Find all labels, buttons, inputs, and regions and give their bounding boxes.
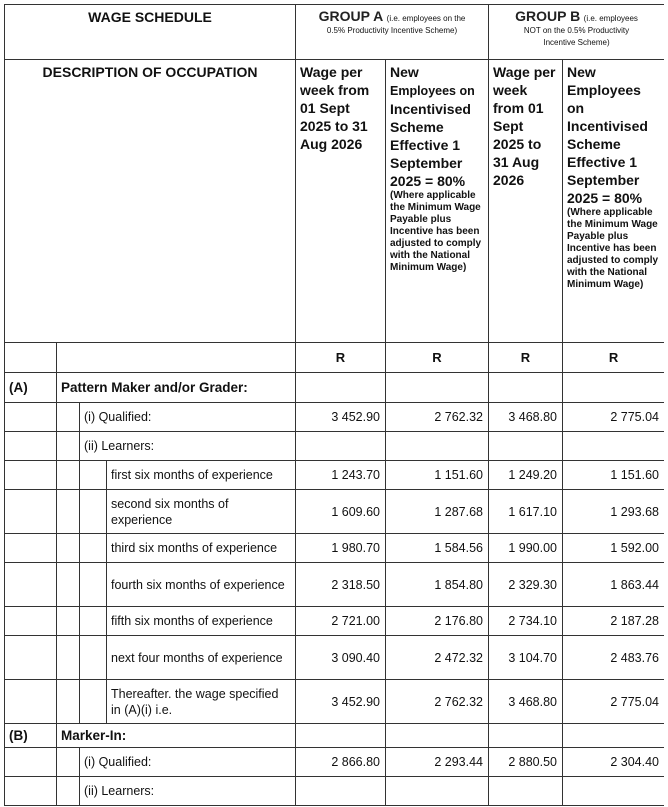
group-b-note-line3: Incentive Scheme) [543, 38, 610, 47]
row-label: first six months of experience [107, 461, 296, 490]
group-b-new-wage: 2 775.04 [563, 403, 665, 432]
group-a-note-line2: 0.5% Productivity Incentive Scheme) [326, 26, 458, 35]
blank-cell [489, 373, 563, 403]
group-b-new-wage: 1 863.44 [563, 563, 665, 607]
group-a-new-employees-column-heading [386, 60, 489, 343]
row-label: (i) Qualified: [80, 403, 296, 432]
group-b-wage: 1 617.10 [489, 490, 563, 534]
blank-cell [296, 373, 386, 403]
group-b-wage: 3 468.80 [489, 403, 563, 432]
group-b-wage: 1 249.20 [489, 461, 563, 490]
row-label: third six months of experience [107, 534, 296, 563]
table-row [5, 636, 665, 680]
group-b-wage: 1 990.00 [489, 534, 563, 563]
blank-cell [296, 724, 386, 748]
group-b-new-wage: 2 187.28 [563, 607, 665, 636]
blank-cell [5, 343, 57, 373]
row-label: fifth six months of experience [107, 607, 296, 636]
blank-cell [563, 724, 665, 748]
table-row [5, 403, 665, 432]
group-b-new-wage: 1 293.68 [563, 490, 665, 534]
currency-label: R [386, 343, 489, 373]
group-b-new-wage: 2 775.04 [563, 680, 665, 724]
group-b-wage: 2 880.50 [489, 748, 563, 777]
table-row [5, 607, 665, 636]
group-a-heading [296, 5, 489, 60]
group-b-wage: 2 734.10 [489, 607, 563, 636]
group-a-wage: 2 866.80 [296, 748, 386, 777]
group-a-new-main: Incentivised Scheme Effective 1 September 2025 = 80% [390, 101, 471, 189]
row-label: (ii) Learners: [80, 432, 296, 461]
row-label: second six months of experience [107, 490, 296, 534]
group-b-new-note: (Where applicable the Minimum Wage Payable plus Incentive has been adjusted to comply with the National Minimum Wage) [567, 207, 659, 290]
group-a-wage: 2 721.00 [296, 607, 386, 636]
group-a-new-wage: 1 151.60 [386, 461, 489, 490]
row-label: next four months of experience [107, 636, 296, 680]
group-a-wage-column-heading: Wage per week from 01 Sept 2025 to 31 Aug 2026 [296, 60, 386, 343]
group-a-new-wage: 1 287.68 [386, 490, 489, 534]
group-a-wage: 3 452.90 [296, 403, 386, 432]
currency-label: R [489, 343, 563, 373]
section-b-label: (B) [5, 724, 57, 748]
row-label: (i) Qualified: [80, 748, 296, 777]
wage-schedule-table [4, 4, 664, 806]
table-row [5, 534, 665, 563]
group-a-new-wage: 2 762.32 [386, 403, 489, 432]
group-b-heading [489, 5, 665, 60]
blank-cell [489, 724, 563, 748]
group-b-wage: 3 104.70 [489, 636, 563, 680]
row-label: (ii) Learners: [80, 777, 296, 806]
section-a-label: (A) [5, 373, 57, 403]
section-b-title: Marker-In: [57, 724, 296, 748]
currency-label: R [563, 343, 665, 373]
group-a-wage: 1 980.70 [296, 534, 386, 563]
group-b-wage-column-heading: Wage per week from 01 Sept 2025 to 31 Aug 2026 [489, 60, 563, 343]
group-b-new-main: New Employees on Incentivised Scheme Effective 1 September 2025 = 80% [567, 64, 648, 206]
group-b-name: GROUP B [515, 8, 581, 24]
row-label: Thereafter. the wage specified in (A)(i) i.e. [107, 680, 296, 724]
table-row [5, 748, 665, 777]
description-of-occupation-heading: DESCRIPTION OF OCCUPATION [5, 60, 296, 343]
group-b-wage: 2 329.30 [489, 563, 563, 607]
group-a-new-note: (Where applicable the Minimum Wage Payable plus Incentive has been adjusted to comply with the National Minimum Wage) [390, 190, 482, 273]
table-row [5, 490, 665, 534]
group-a-wage: 2 318.50 [296, 563, 386, 607]
group-a-note-line1: (i.e. employees on the [386, 14, 466, 23]
group-a-new-mid: Employees on [390, 84, 475, 98]
wage-schedule-document [4, 4, 664, 807]
group-a-wage: 3 090.40 [296, 636, 386, 680]
group-a-new-wage: 2 293.44 [386, 748, 489, 777]
group-a-new-top: New [390, 64, 419, 80]
section-a-title: Pattern Maker and/or Grader: [57, 373, 296, 403]
group-b-wage: 3 468.80 [489, 680, 563, 724]
wage-schedule-heading: WAGE SCHEDULE [5, 5, 296, 60]
group-b-new-wage: 1 592.00 [563, 534, 665, 563]
group-b-new-employees-column-heading [563, 60, 665, 343]
row-label: fourth six months of experience [107, 563, 296, 607]
table-row [5, 680, 665, 724]
table-row [5, 432, 665, 461]
table-row [5, 563, 665, 607]
group-a-new-wage: 2 176.80 [386, 607, 489, 636]
blank-cell [386, 373, 489, 403]
table-row [5, 777, 665, 806]
group-a-new-wage: 1 854.80 [386, 563, 489, 607]
blank-cell [57, 343, 296, 373]
blank-cell [386, 724, 489, 748]
group-a-new-wage: 2 762.32 [386, 680, 489, 724]
group-b-new-wage: 2 483.76 [563, 636, 665, 680]
group-b-new-wage: 2 304.40 [563, 748, 665, 777]
group-a-wage: 1 243.70 [296, 461, 386, 490]
group-a-new-wage: 2 472.32 [386, 636, 489, 680]
group-b-note-line2: NOT on the 0.5% Productivity [523, 26, 630, 35]
blank-cell [563, 373, 665, 403]
currency-label: R [296, 343, 386, 373]
group-a-wage: 1 609.60 [296, 490, 386, 534]
group-a-wage: 3 452.90 [296, 680, 386, 724]
table-row [5, 461, 665, 490]
group-a-name: GROUP A [318, 8, 384, 24]
group-b-note-line1: (i.e. employees [583, 14, 638, 23]
group-a-new-wage: 1 584.56 [386, 534, 489, 563]
group-b-new-wage: 1 151.60 [563, 461, 665, 490]
